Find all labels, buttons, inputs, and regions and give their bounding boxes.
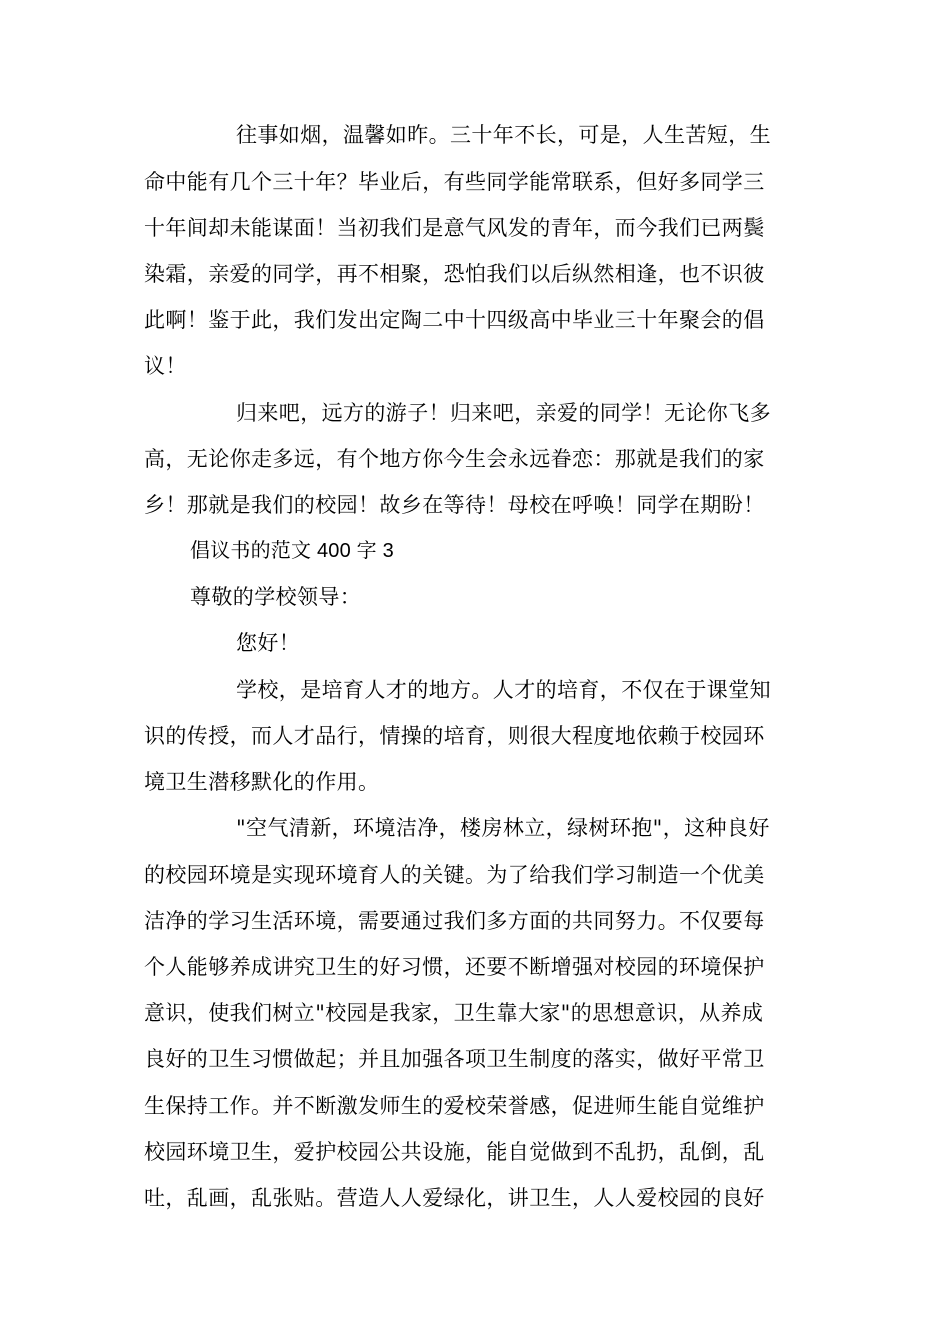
salutation: 尊敬的学校领导：: [190, 585, 362, 609]
paragraph-1-line-4: 染霜，亲爱的同学，再不相聚，恐怕我们以后纵然相逢，也不识彼: [144, 262, 765, 286]
paragraph-1-line-5: 此啊！鉴于此，我们发出定陶二中十四级高中毕业三十年聚会的倡: [144, 308, 765, 332]
paragraph-1-line-6: 议！: [144, 354, 187, 378]
paragraph-2-line-1: 归来吧，远方的游子！归来吧，亲爱的同学！无论你飞多: [236, 401, 771, 425]
paragraph-4-line-2: 的校园环境是实现环境育人的关键。为了给我们学习制造一个优美: [144, 863, 765, 887]
paragraph-1-line-2: 命中能有几个三十年？毕业后，有些同学能常联系，但好多同学三: [144, 170, 765, 194]
paragraph-4-line-7: 生保持工作。并不断激发师生的爱校荣誉感，促进师生能自觉维护: [144, 1094, 765, 1118]
paragraph-4-line-8: 校园环境卫生，爱护校园公共设施，能自觉做到不乱扔，乱倒，乱: [144, 1140, 765, 1164]
section-heading: 倡议书的范文 400 字 3: [190, 540, 394, 562]
paragraph-4-line-6: 良好的卫生习惯做起；并且加强各项卫生制度的落实，做好平常卫: [144, 1047, 765, 1071]
paragraph-1-line-1: 往事如烟，温馨如昨。三十年不长，可是，人生苦短，生: [236, 123, 771, 147]
paragraph-1-line-3: 十年间却未能谋面！当初我们是意气风发的青年，而今我们已两鬓: [144, 216, 765, 240]
paragraph-4-line-1: "空气清新，环境洁净，楼房林立，绿树环抱"，这种良好: [236, 816, 770, 840]
paragraph-3-line-3: 境卫生潜移默化的作用。: [144, 770, 380, 794]
paragraph-4-line-3: 洁净的学习生活环境，需要通过我们多方面的共同努力。不仅要每: [144, 909, 765, 933]
paragraph-2-line-2: 高，无论你走多远，有个地方你今生会永远眷恋：那就是我们的家: [144, 447, 765, 471]
paragraph-4-line-9: 吐，乱画，乱张贴。营造人人爱绿化，讲卫生，人人爱校园的良好: [144, 1186, 765, 1210]
paragraph-3-line-1: 学校，是培育人才的地方。人才的培育，不仅在于课堂知: [236, 678, 771, 702]
paragraph-3-line-2: 识的传授，而人才品行，情操的培育，则很大程度地依赖于校园环: [144, 724, 765, 748]
greeting: 您好！: [236, 631, 301, 655]
paragraph-4-line-4: 个人能够养成讲究卫生的好习惯，还要不断增强对校园的环境保护: [144, 955, 765, 979]
paragraph-4-line-5: 意识，使我们树立"校园是我家，卫生靠大家"的思想意识，从养成: [144, 1001, 764, 1025]
paragraph-2-line-3: 乡！那就是我们的校园！故乡在等待！母校在呼唤！同学在期盼！: [144, 493, 765, 517]
